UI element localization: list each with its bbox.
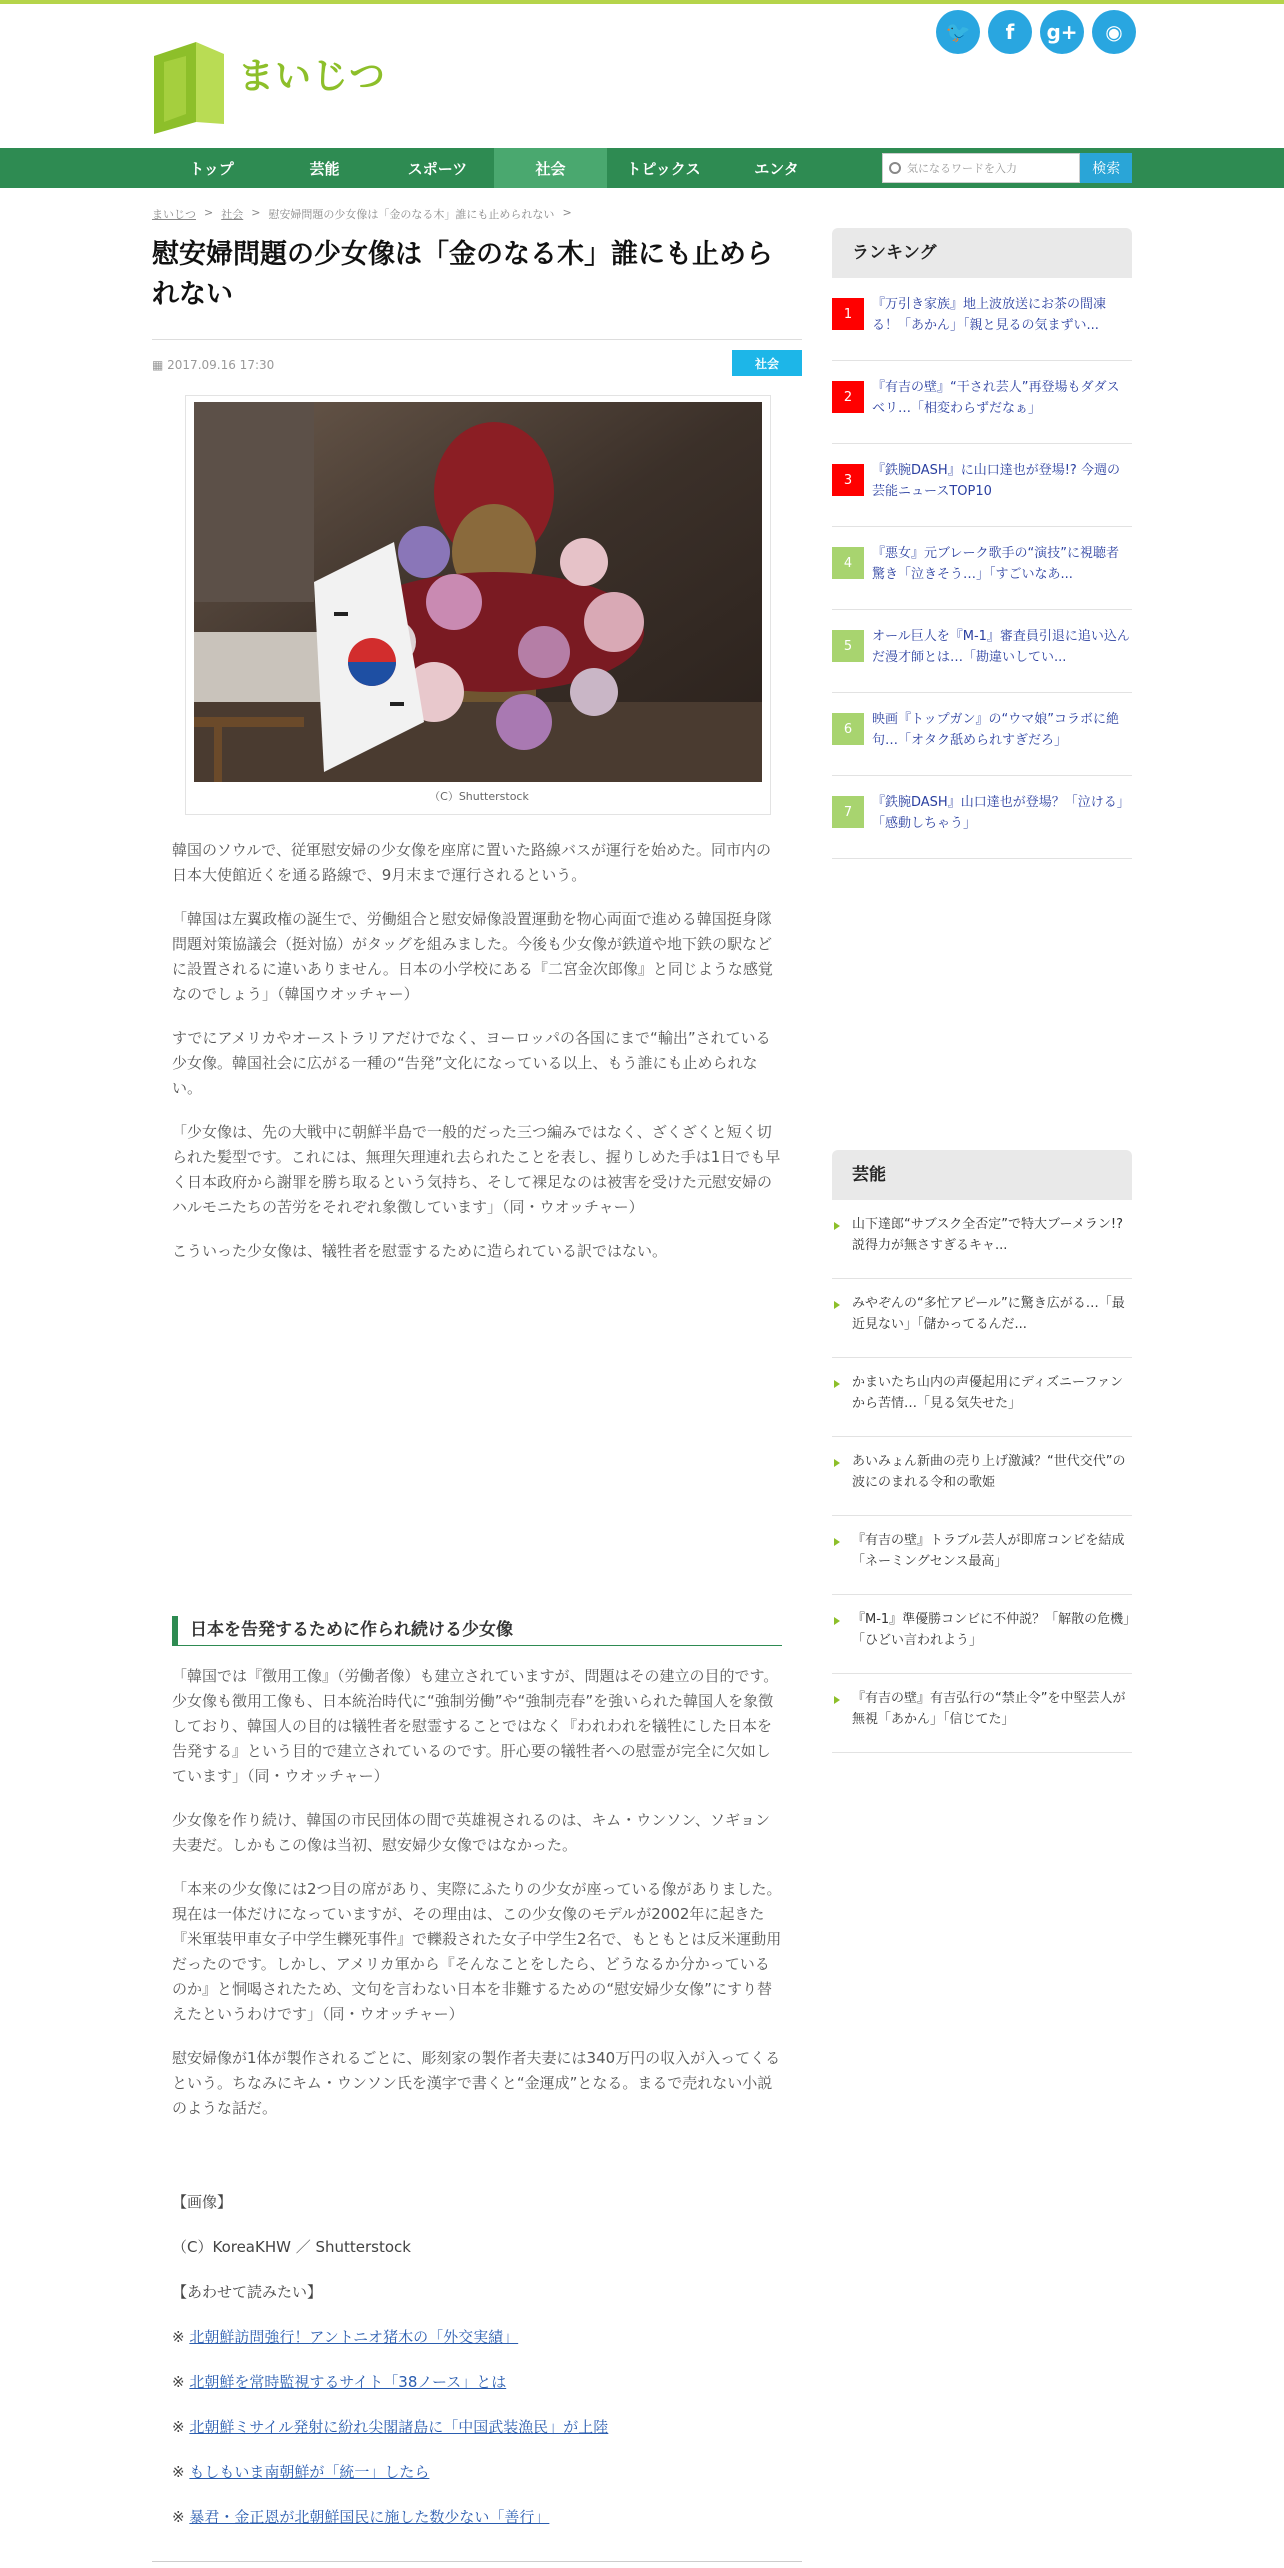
related-link[interactable]: 暴君・金正恩が北朝鮮国民に施した数少ない「善行」: [189, 2508, 550, 2526]
ranking-item[interactable]: [832, 610, 1132, 693]
nav-item-topics[interactable]: トピックス: [626, 159, 701, 178]
google-plus-icon[interactable]: g+: [1040, 10, 1084, 54]
logo-text: まいじつ: [238, 56, 387, 97]
nav-item-sports[interactable]: スポーツ: [407, 159, 468, 178]
search-input[interactable]: [882, 153, 1080, 183]
breadcrumb-category[interactable]: 社会: [221, 208, 244, 221]
rank-link[interactable]: 『悪女』元ブレーク歌手の“演技”に視聴者驚き「泣きそう…」「すごいなあ...: [872, 546, 1119, 582]
rank-link[interactable]: オール巨人を『M-1』審査員引退に追い込んだ漫才師とは…「勘違いしてい...: [872, 629, 1130, 665]
site-header: [0, 4, 1284, 148]
arrow-icon: [834, 1538, 840, 1546]
geino-item[interactable]: [832, 1279, 1132, 1358]
arrow-icon: [834, 1459, 840, 1467]
paragraph: 「韓国は左翼政権の誕生で、労働組合と慰安婦像設置運動を物心両面で進める韓国挺身隊問題対策協議会（挺対協）がタッグを組みました。今後も少女像が鉄道や地下鉄の駅などに設置されるに違いありません。日本の小学校にある『二宮金次郎像』と同じような感覚なのでしょう」（韓国ウオッチャー）: [172, 910, 773, 1003]
paragraph: こういった少女像は、犠牲者を慰霊するために造られている訳ではない。: [172, 1242, 668, 1260]
related-label: 【あわせて読みたい】: [172, 2283, 323, 2301]
related-link[interactable]: 北朝鮮ミサイル発射に紛れ尖閣諸島に「中国武装漁民」が上陸: [189, 2418, 609, 2436]
rank-number: 7: [832, 796, 864, 828]
related-item: ※ 北朝鮮訪問強行！アントニオ猪木の「外交実績」: [172, 2328, 519, 2346]
nav-item-shakai[interactable]: 社会: [494, 148, 607, 188]
geino-item[interactable]: [832, 1516, 1132, 1595]
geino-item[interactable]: [832, 1358, 1132, 1437]
site-logo[interactable]: [150, 38, 390, 134]
image-label: 【画像】: [172, 2193, 233, 2211]
rank-link[interactable]: 『有吉の壁』“干され芸人”再登場もダダスベリ…「相変わらずだなぁ」: [872, 380, 1120, 416]
search-button[interactable]: 検索: [1080, 153, 1132, 183]
related-link[interactable]: 北朝鮮訪問強行！アントニオ猪木の「外交実績」: [189, 2328, 519, 2346]
ranking-item[interactable]: [832, 776, 1132, 859]
geino-link[interactable]: あいみょん新曲の売り上げ激減？“世代交代”の波にのまれる令和の歌姫: [852, 1454, 1126, 1490]
logo-book-icon: [150, 38, 230, 134]
rank-number: 2: [832, 381, 864, 413]
article-bottom-divider: [152, 2561, 802, 2562]
twitter-icon[interactable]: 🐦: [936, 10, 980, 54]
rss-icon[interactable]: ◉: [1092, 10, 1136, 54]
arrow-icon: [834, 1696, 840, 1704]
related-item: ※ もしもいま南朝鮮が「統一」したら: [172, 2463, 430, 2481]
arrow-icon: [834, 1222, 840, 1230]
section-heading: 日本を告発するために作られ続ける少女像: [172, 1616, 782, 1646]
article-image-frame: [185, 395, 771, 815]
rank-number: 4: [832, 547, 864, 579]
rank-number: 1: [832, 298, 864, 330]
article-footer-refs: [172, 2190, 792, 2550]
nav-item-geino[interactable]: 芸能: [309, 159, 340, 178]
paragraph: 慰安婦像が1体が製作されるごとに、彫刻家の製作者夫妻には340万円の収入が入ってくるという。ちなみにキム・ウンソン氏を漢字で書くと“金運成”となる。まるで売れない小説のような話だ。: [172, 2049, 781, 2117]
article-title: 慰安婦問題の少女像は「金のなる木」誰にも止められない: [152, 239, 773, 310]
geino-item[interactable]: [832, 1437, 1132, 1516]
paragraph: 「韓国では『徴用工像』（労働者像）も建立されていますが、問題はその建立の目的です。少女像も徴用工像も、日本統治時代に“強制労働”や“強制売春”を強いられた韓国人を象徴しており、韓国人の目的は犠牲者を慰霊することではなく『われわれを犠牲にした日本を告発する』という目的で建立されているのです。肝心要の犠牲者への慰霊が完全に欠如しています」（同・ウオッチャー）: [172, 1667, 779, 1785]
article-body-part-1: [172, 838, 784, 1283]
geino-link[interactable]: 山下達郎“サブスク全否定”で特大ブーメラン!? 説得力が無さすぎるキャ...: [852, 1217, 1124, 1253]
arrow-icon: [834, 1301, 840, 1309]
arrow-icon: [834, 1617, 840, 1625]
article-meta: [152, 350, 802, 380]
article: [152, 235, 802, 803]
geino-item[interactable]: [832, 1674, 1132, 1753]
paragraph: 韓国のソウルで、従軍慰安婦の少女像を座席に置いた路線バスが運行を始めた。同市内の日本大使館近くを通る路線で、9月末まで運行されるという。: [172, 841, 771, 884]
ranking-widget: [832, 228, 1132, 859]
image-caption: （C）Shutterstock: [429, 790, 529, 803]
article-photo: [194, 402, 762, 782]
geino-title: 芸能: [832, 1150, 1132, 1200]
paragraph: すでにアメリカやオーストラリアだけでなく、ヨーロッパの各国にまで“輸出”されている少女像。韓国社会に広がる一種の“告発”文化になっている以上、もう誰にも止められない。: [172, 1029, 771, 1097]
rank-link[interactable]: 『鉄腕DASH』山口達也が登場？「泣ける」「感動しちゃう」: [872, 795, 1130, 831]
article-date: ▦ 2017.09.16 17:30: [152, 358, 275, 372]
related-link[interactable]: 北朝鮮を常時監視するサイト「38ノース」とは: [189, 2373, 507, 2391]
breadcrumb-separator: >: [562, 206, 572, 219]
search-placeholder: 気になるワードを入力: [907, 162, 1017, 175]
geino-link[interactable]: かまいたち山内の声優起用にディズニーファンから苦情…「見る気失せた」: [852, 1375, 1124, 1411]
related-link[interactable]: もしもいま南朝鮮が「統一」したら: [189, 2463, 430, 2481]
main-nav: [0, 148, 1284, 188]
breadcrumb-home[interactable]: まいじつ: [152, 208, 196, 221]
rank-number: 3: [832, 464, 864, 496]
paragraph: 「本来の少女像には2つ目の席があり、実際にふたりの少女が座っている像がありました。現在は一体だけになっていますが、その理由は、この少女像のモデルが2002年に起きた『米軍装甲車女子中学生轢死事件』で轢殺された女子中学生2名で、もともとは反米運動用だったのです。しかし、アメリカ軍から『そんなことをしたら、どうなるか分かっているのか』と恫喝されたため、文句を言わない日本を非難するための“慰安婦少女像”にすり替えたというわけです」（同・ウオッチャー）: [172, 1880, 782, 2023]
breadcrumb-separator: >: [204, 206, 214, 219]
geino-item[interactable]: [832, 1595, 1132, 1674]
geino-item[interactable]: [832, 1200, 1132, 1279]
nav-item-top[interactable]: トップ: [189, 159, 234, 178]
paragraph: 少女像を作り続け、韓国の市民団体の間で英雄視されるのは、キム・ウンソン、ソギョン夫妻だ。しかもこの像は当初、慰安婦少女像ではなかった。: [172, 1811, 771, 1854]
related-item: ※ 暴君・金正恩が北朝鮮国民に施した数少ない「善行」: [172, 2508, 550, 2526]
geino-widget: [832, 1150, 1132, 1753]
rank-link[interactable]: 『万引き家族』地上波放送にお茶の間凍る！「あかん」「親と見るの気まずい...: [872, 297, 1107, 333]
ranking-item[interactable]: [832, 361, 1132, 444]
ranking-item[interactable]: [832, 278, 1132, 361]
facebook-icon[interactable]: f: [988, 10, 1032, 54]
breadcrumb: [152, 206, 572, 222]
geino-link[interactable]: 『有吉の壁』トラブル芸人が即席コンビを結成「ネーミングセンス最高」: [852, 1533, 1125, 1569]
search-form: [882, 153, 1132, 183]
breadcrumb-separator: >: [251, 206, 261, 219]
related-item: ※ 北朝鮮を常時監視するサイト「38ノース」とは: [172, 2373, 507, 2391]
ranking-item[interactable]: [832, 693, 1132, 776]
article-body-part-2: [172, 1664, 784, 2140]
ranking-item[interactable]: [832, 527, 1132, 610]
related-item: ※ 北朝鮮ミサイル発射に紛れ尖閣諸島に「中国武装漁民」が上陸: [172, 2418, 609, 2436]
category-badge[interactable]: 社会: [732, 350, 802, 376]
breadcrumb-current: 慰安婦問題の少女像は「金のなる木」誰にも止められない: [268, 208, 555, 221]
title-divider: [152, 339, 802, 340]
rank-number: 5: [832, 630, 864, 662]
ranking-item[interactable]: [832, 444, 1132, 527]
rank-link[interactable]: 『鉄腕DASH』に山口達也が登場!? 今週の芸能ニュースTOP10: [872, 463, 1120, 499]
rank-link[interactable]: 映画『トップガン』の“ウマ娘”コラボに絶句…「オタク舐められすぎだろ」: [872, 712, 1119, 748]
geino-link[interactable]: 『有吉の壁』有吉弘行の“禁止令”を中堅芸人が無視「あかん」「信じてた」: [852, 1691, 1126, 1727]
social-links: [936, 10, 1136, 54]
geino-link[interactable]: 『M-1』準優勝コンビに不仲説？「解散の危機」「ひどい言われよう」: [852, 1612, 1130, 1648]
arrow-icon: [834, 1380, 840, 1388]
nav-item-enta[interactable]: エンタ: [754, 159, 799, 178]
search-icon: [889, 162, 901, 174]
ranking-title: ランキング: [832, 228, 1132, 278]
rank-number: 6: [832, 713, 864, 745]
paragraph: 「少女像は、先の大戦中に朝鮮半島で一般的だった三つ編みではなく、ざくざくと短く切られた髪型です。これには、無理矢理連れ去られたことを表し、握りしめた手は1日でも早く日本政府から謝罪を勝ち取るという気持ち、そして裸足なのは被害を受けた元慰安婦のハルモニたちの苦労をそれぞれ象徴しています」（同・ウオッチャー）: [172, 1123, 781, 1216]
geino-link[interactable]: みやぞんの“多忙アピール”に驚き広がる…「最近見ない」「儲かってるんだ...: [852, 1296, 1125, 1332]
image-credit: （C）KoreaKHW ／ Shutterstock: [172, 2238, 411, 2256]
